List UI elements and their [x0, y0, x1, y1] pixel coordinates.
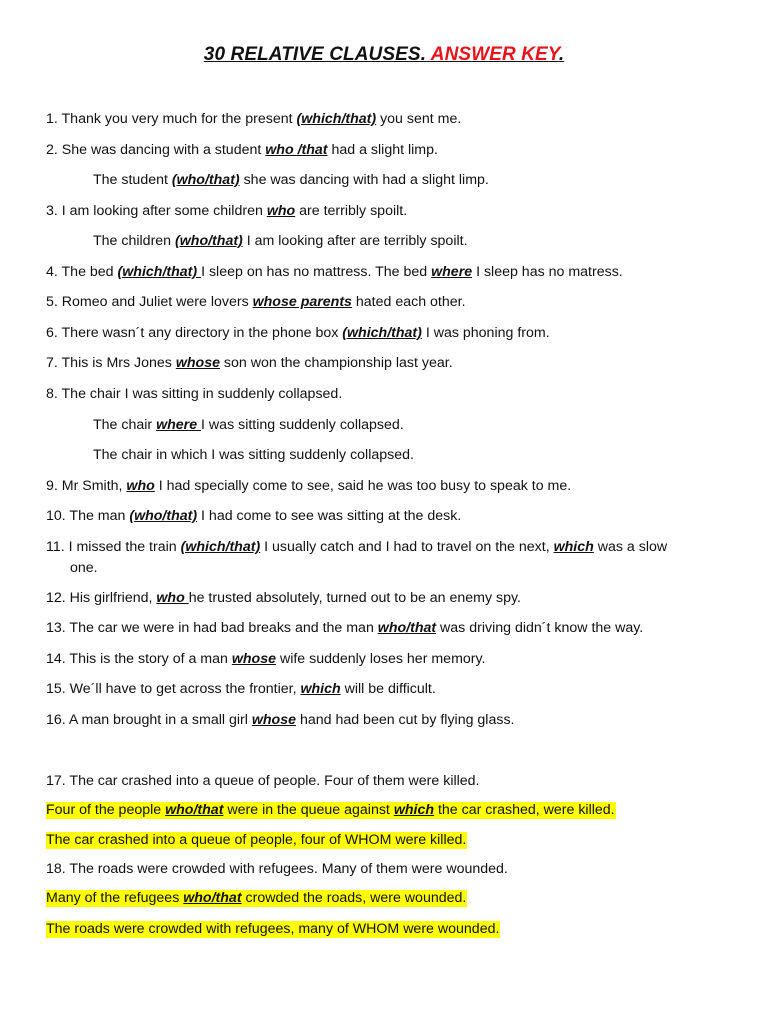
sentence-text: 13. The car we were in had bad breaks and the man — [46, 620, 378, 636]
sentence-text: 5. Romeo and Juliet were lovers — [46, 294, 253, 310]
sentence-text: 16. A man brought in a small girl — [46, 712, 252, 728]
sentence-text: 18. The roads were crowded with refugees. Many of them were wounded. — [46, 861, 508, 877]
answer-keyword: (which/that) — [117, 264, 202, 280]
answer-keyword: (which/that) — [180, 539, 261, 555]
sentence-text: I sleep has no matress. — [472, 264, 623, 280]
sentence-text: 11. I missed the train — [46, 539, 181, 555]
answer-keyword: whose — [251, 712, 296, 728]
sentence-line — [46, 539, 667, 556]
sentence-text: The chair — [93, 417, 157, 433]
answer-keyword: (who/that) — [171, 172, 240, 188]
sentence-text: I had specially come to see, said he was too busy to speak to me. — [154, 478, 572, 494]
sentence-text: will be difficult. — [340, 681, 436, 697]
sentence-text: 15. We´ll have to get across the frontier, — [46, 681, 301, 697]
sentence-text: Four of the people — [46, 802, 166, 818]
sentence-text: The chair in which I was sitting suddenly collapsed. — [93, 447, 414, 463]
sentence-text: I was sitting suddenly collapsed. — [201, 417, 404, 433]
sentence-text: crowded the roads, were wounded. — [241, 890, 467, 906]
title-period: . — [558, 44, 565, 65]
sentence-line — [46, 142, 438, 159]
sentence-line — [46, 620, 643, 637]
title-answer-key: ANSWER KEY — [430, 44, 559, 65]
sentence-line — [46, 773, 480, 790]
sentence-text: hated each other. — [351, 294, 466, 310]
sentence-line — [46, 508, 461, 525]
sentence-text: 10. The man — [46, 508, 130, 524]
answer-keyword: (which/that) — [342, 325, 422, 341]
sentence-text: you sent me. — [376, 111, 462, 127]
sentence-text: 17. The car crashed into a queue of people. Four of them were killed. — [46, 773, 480, 789]
sentence-text: The children — [93, 233, 176, 249]
sentence-line — [46, 478, 571, 495]
sentence-text: 7. This is Mrs Jones — [46, 355, 176, 371]
sentence-line — [46, 590, 521, 607]
sentence-text: The roads were crowded with refugees, many of WHOM were wounded. — [46, 921, 500, 937]
sentence-text: one. — [70, 560, 98, 576]
answer-keyword: which — [300, 681, 341, 697]
sentence-text: The car crashed into a queue of people, four of WHOM were killed. — [46, 832, 467, 848]
sentence-line — [46, 203, 407, 220]
sentence-line — [70, 560, 98, 577]
sentence-text: 8. The chair I was sitting in suddenly collapsed. — [46, 386, 343, 402]
answer-keyword: where — [156, 417, 202, 433]
sentence-text: had a slight limp. — [327, 142, 438, 158]
sentence-line — [46, 294, 466, 311]
answer-keyword: who/that — [377, 620, 437, 636]
answer-keyword: who/that — [165, 802, 224, 818]
sentence-text: 12. His girlfriend, — [46, 590, 157, 606]
highlight-mark — [46, 890, 467, 907]
sentence-text: was driving didn´t know the way. — [436, 620, 644, 636]
answer-keyword: who — [126, 478, 155, 494]
page-title — [0, 44, 768, 66]
sentence-line — [93, 417, 404, 434]
sentence-text: are terribly spoilt. — [295, 203, 408, 219]
sentence-text: she was dancing with had a slight limp. — [239, 172, 489, 188]
title-main: 30 RELATIVE CLAUSES. — [203, 44, 427, 65]
sentence-line — [46, 712, 514, 729]
answer-keyword: whose — [175, 355, 220, 371]
answer-keyword: who — [266, 203, 296, 219]
sentence-text: 2. She was dancing with a student — [46, 142, 266, 158]
sentence-line — [46, 355, 453, 372]
answer-keyword: which — [393, 802, 435, 818]
sentence-line — [93, 233, 468, 250]
sentence-line — [46, 264, 623, 281]
sentence-text: The student — [93, 172, 172, 188]
answer-keyword: who /that — [265, 142, 328, 158]
sentence-line — [93, 172, 489, 189]
sentence-text: son won the championship last year. — [219, 355, 453, 371]
sentence-text: were in the queue against — [223, 802, 394, 818]
sentence-text: wife suddenly loses her memory. — [276, 651, 486, 667]
highlight-mark — [46, 832, 467, 849]
highlight-mark — [46, 921, 500, 938]
sentence-line-highlighted — [46, 890, 467, 907]
sentence-text: Many of the refugees — [46, 890, 184, 906]
highlight-mark — [46, 802, 616, 819]
sentence-text: 1. Thank you very much for the present — [46, 111, 297, 127]
sentence-line-highlighted — [46, 802, 616, 819]
answer-keyword: which — [553, 539, 594, 555]
sentence-text: hand had been cut by flying glass. — [296, 712, 515, 728]
answer-keyword: (who/that) — [175, 233, 243, 249]
sentence-text: was a slow — [593, 539, 668, 555]
sentence-text: the car crashed, were killed. — [434, 802, 615, 818]
answer-keyword: who — [156, 590, 189, 606]
answer-keyword: who/that — [183, 890, 242, 906]
answer-keyword: whose — [231, 651, 276, 667]
sentence-line-highlighted — [46, 832, 467, 849]
answer-keyword: whose parents — [252, 294, 352, 310]
sentence-line — [46, 386, 342, 403]
sentence-text: I had come to see was sitting at the desk. — [197, 508, 462, 524]
sentence-text: I sleep on has no mattress. The bed — [201, 264, 432, 280]
sentence-text: 9. Mr Smith, — [46, 478, 127, 494]
sentence-text: I am looking after are terribly spoilt. — [242, 233, 468, 249]
sentence-text: 6. There wasn´t any directory in the phone box — [46, 325, 343, 341]
sentence-text: 14. This is the story of a man — [46, 651, 232, 667]
sentence-line — [46, 651, 485, 668]
sentence-line — [46, 111, 461, 128]
sentence-line — [46, 681, 436, 698]
answer-keyword: where — [431, 264, 473, 280]
sentence-line — [46, 325, 550, 342]
sentence-line — [93, 447, 414, 464]
answer-keyword: (which/that) — [296, 111, 377, 127]
sentence-text: 3. I am looking after some children — [46, 203, 267, 219]
sentence-text: I usually catch and I had to travel on the next, — [260, 539, 554, 555]
sentence-line — [46, 861, 508, 878]
answer-keyword: (who/that) — [129, 508, 198, 524]
sentence-text: I was phoning from. — [421, 325, 550, 341]
sentence-text: 4. The bed — [46, 264, 118, 280]
sentence-line-highlighted — [46, 921, 500, 938]
sentence-text: he trusted absolutely, turned out to be an enemy spy. — [188, 590, 521, 606]
